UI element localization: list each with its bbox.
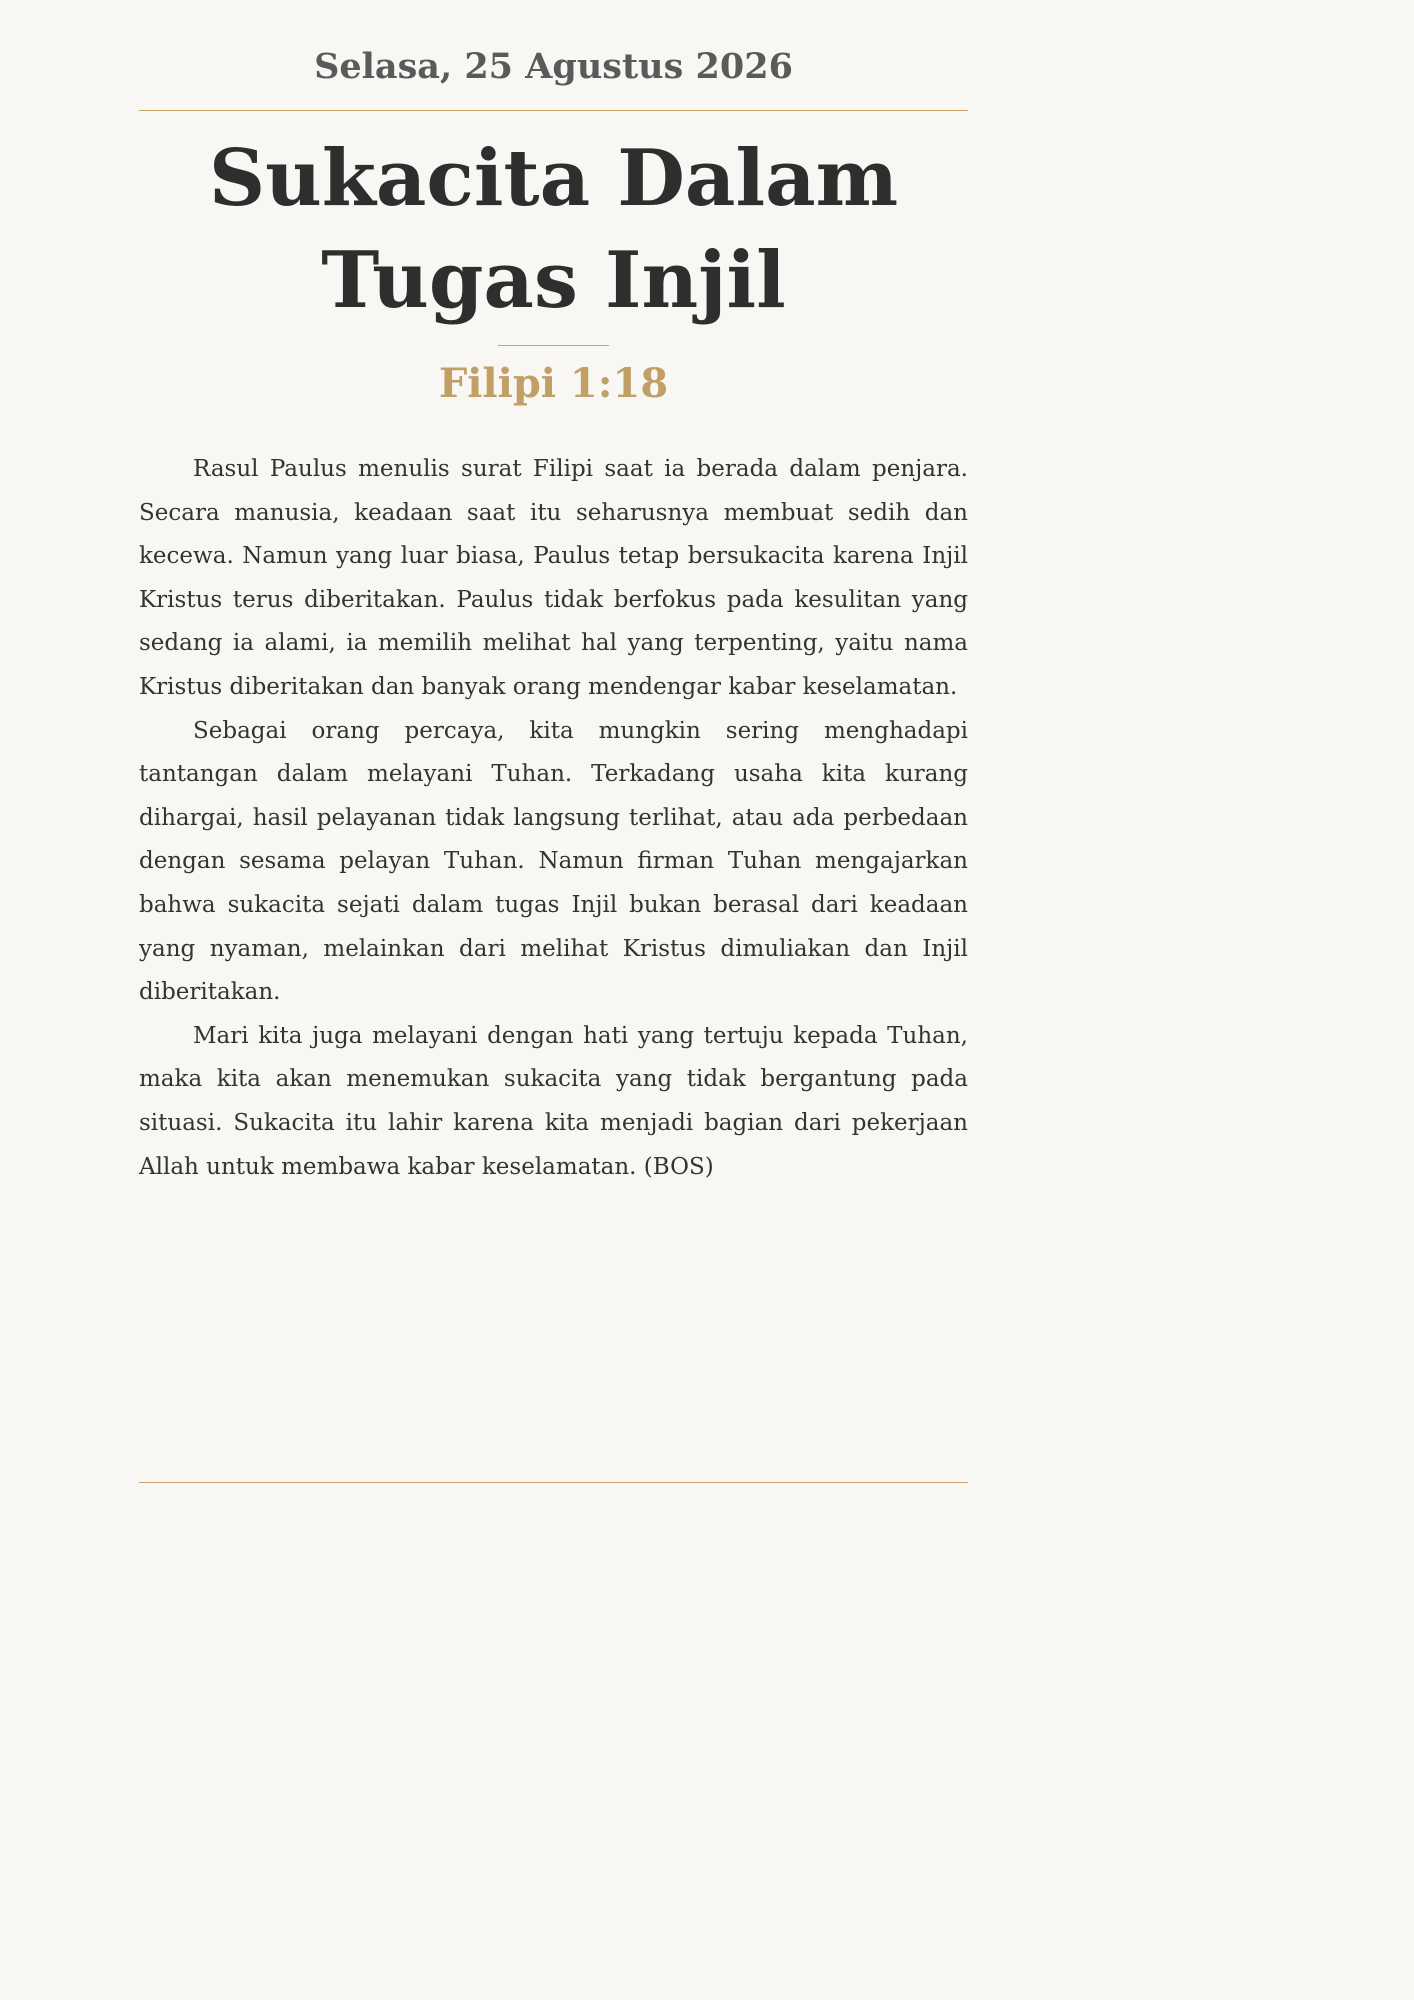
body-paragraph: Sebagai orang percaya, kita mungkin sering menghadapi tantangan dalam melayani Tuhan. Terkadang usaha kita kurang dihargai, hasil pelayanan tidak langsung terlihat, atau ada perbedaan dengan sesama pelayan Tuhan. Namun firman Tuhan mengajarkan bahwa sukacita sejati dalam tugas Injil bukan berasal dari keadaan yang nyaman, melainkan dari melihat Kristus dimuliakan dan Injil diberitakan. [139, 717, 968, 1006]
page-title: Sukacita Dalam Tugas Injil [208, 133, 899, 326]
devotional-body [139, 448, 968, 1189]
top-divider [139, 110, 968, 111]
verse-reference: Filipi 1:18 [438, 360, 669, 407]
body-paragraph: Rasul Paulus menulis surat Filipi saat ia berada dalam penjara. Secara manusia, keadaan saat itu seharusnya membuat sedih dan kecewa. Namun yang luar biasa, Paulus tetap bersukacita karena Injil Kristus terus diberitakan. Paulus tidak berfokus pada kesulitan yang sedang ia alami, ia memilih melihat hal yang terpenting, yaitu nama Kristus diberitakan dan banyak orang mendengar kabar keselamatan. [139, 456, 968, 700]
body-paragraph: Mari kita juga melayani dengan hati yang tertuju kepada Tuhan, maka kita akan menemukan sukacita yang tidak bergantung pada situasi. Sukacita itu lahir karena kita menjadi bagian dari pekerjaan Allah untuk membawa kabar keselamatan. (BOS) [139, 1022, 968, 1180]
devotional-page [139, 0, 968, 1568]
title-divider [498, 345, 609, 346]
bottom-divider [139, 1482, 968, 1483]
page-date: Selasa, 25 Agustus 2026 [314, 46, 793, 87]
